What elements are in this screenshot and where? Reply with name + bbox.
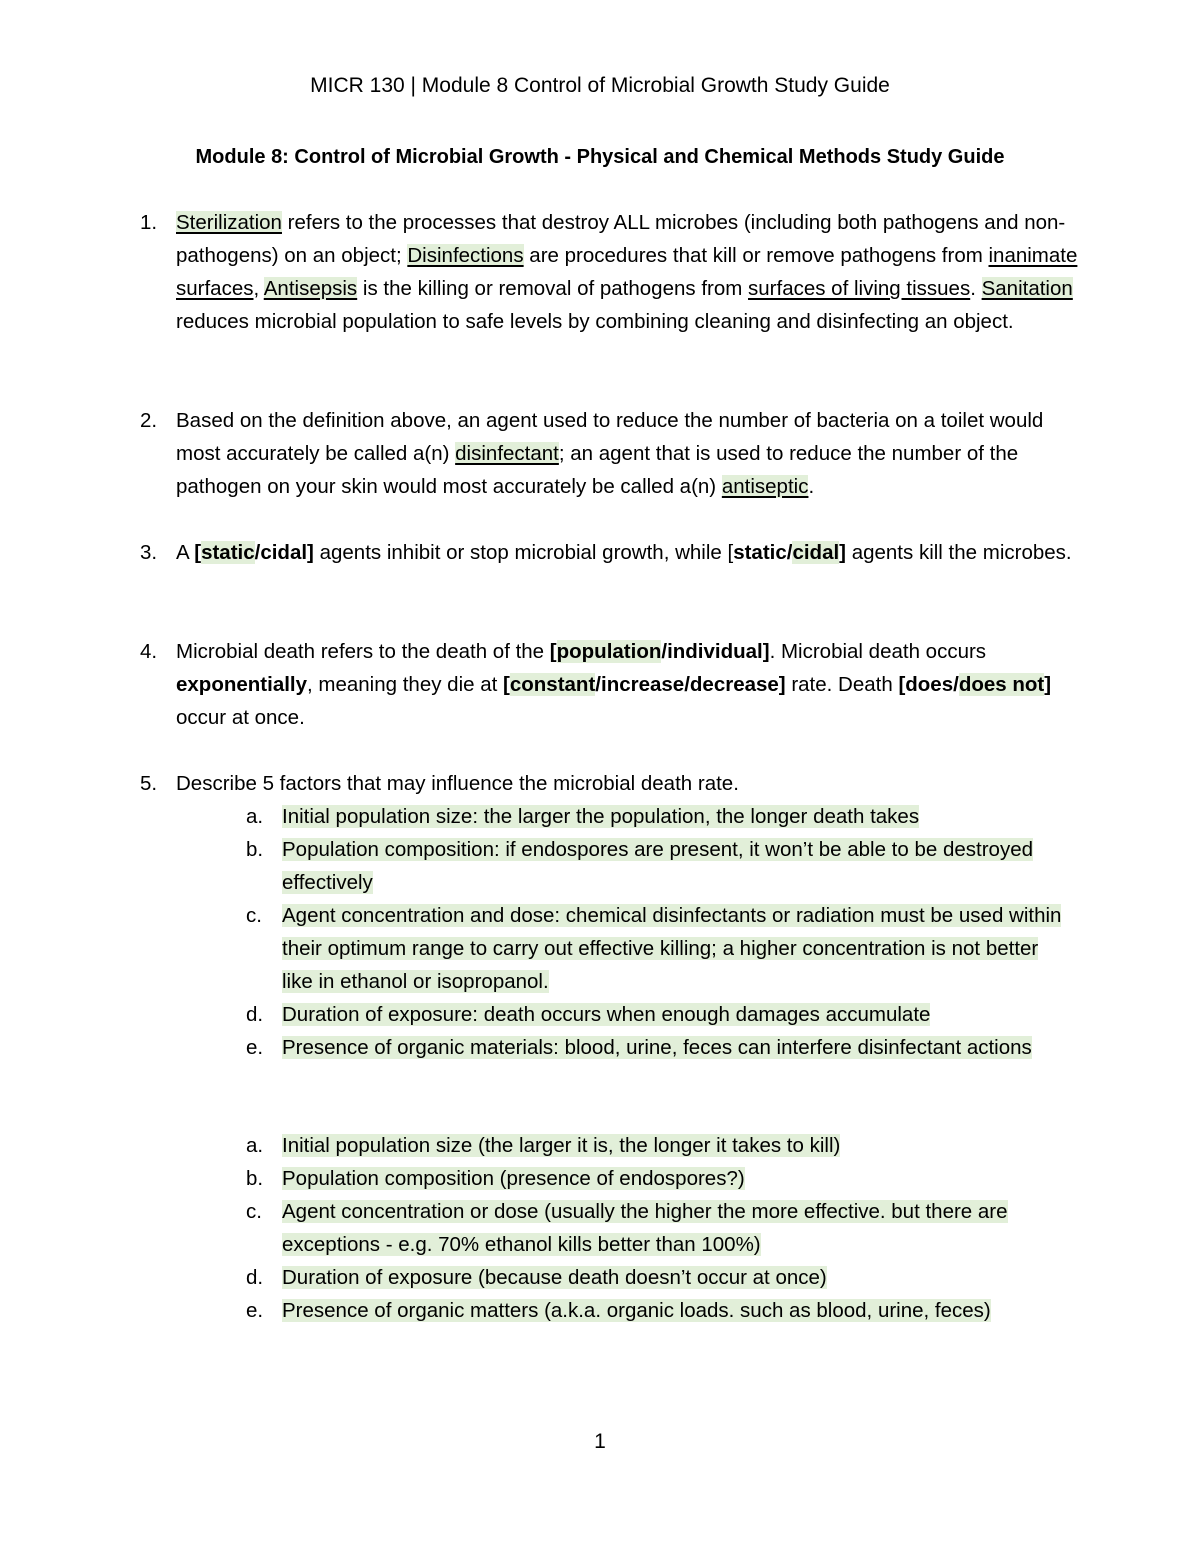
question-2 xyxy=(140,404,1080,503)
answer-term: Antisepsis xyxy=(263,277,358,300)
list-item-text: Presence of organic matters (a.k.a. organic loads. such as blood, urine, feces) xyxy=(282,1299,991,1322)
list-item-text: Duration of exposure (because death doesn’t occur at once) xyxy=(282,1266,827,1289)
question-text xyxy=(176,206,1080,338)
list-item xyxy=(246,1195,1066,1261)
answer-term: disinfectant xyxy=(455,442,559,465)
text-span: , meaning they die at xyxy=(307,673,504,696)
question-number: 5. xyxy=(140,772,158,795)
question-3 xyxy=(140,536,1080,569)
list-item-text: Presence of organic materials: blood, urine, feces can interfere disinfectant actions xyxy=(282,1036,1032,1059)
text-span: reduces microbial population to safe levels by combining cleaning and disinfecting an object. xyxy=(176,310,1014,333)
text-span: . xyxy=(970,277,982,300)
text-span: . Microbial death occurs xyxy=(769,640,987,663)
text-span: agents kill the microbes. xyxy=(846,541,1072,564)
question-text: Describe 5 factors that may influence the microbial death rate. xyxy=(176,772,739,795)
list-letter: a. xyxy=(246,1134,264,1157)
list-letter: b. xyxy=(246,838,264,861)
question-number: 2. xyxy=(140,409,158,432)
page-header: MICR 130 | Module 8 Control of Microbial Growth Study Guide xyxy=(310,74,890,97)
answer-choice: cidal xyxy=(792,541,840,564)
list-item xyxy=(246,1031,1066,1064)
bracket: [ xyxy=(503,673,510,696)
question-number: 3. xyxy=(140,541,158,564)
list-item xyxy=(246,998,1066,1031)
list-item-text: Initial population size: the larger the population, the longer death takes xyxy=(282,805,920,828)
answer-term: Sterilization xyxy=(176,211,282,234)
answer-term: Sanitation xyxy=(981,277,1073,300)
text-span: ; an agent that is used to reduce the number of the pathogen on your skin would most accurately be called a(n) xyxy=(176,442,1019,498)
text-span: are procedures that kill or remove pathogens from xyxy=(523,244,989,267)
list-item xyxy=(246,1261,1066,1294)
text-span: is the killing or removal of pathogens from xyxy=(357,277,749,300)
list-letter: b. xyxy=(246,1167,264,1190)
answer-choice: constant xyxy=(509,673,596,696)
list-letter: c. xyxy=(246,904,262,927)
bold-term: exponentially xyxy=(176,673,308,696)
answer-term: antiseptic xyxy=(721,475,809,498)
list-item-text: Agent concentration or dose (usually the higher the more effective. but there are exceptions - e.g. 70% ethanol kills better than 100%) xyxy=(282,1200,1008,1256)
bracket: [ xyxy=(549,640,557,663)
question-text xyxy=(176,635,1080,734)
list-item xyxy=(246,1294,1066,1327)
bracket-choices: /individual] xyxy=(661,640,770,663)
question-number: 1. xyxy=(140,211,158,234)
text-span: agents inhibit or stop microbial growth, while [ xyxy=(313,541,734,564)
list-item xyxy=(246,1129,1066,1162)
text-span: A xyxy=(176,541,195,564)
bracket-choices: static/ xyxy=(733,541,793,564)
list-item xyxy=(246,800,1066,833)
list-letter: d. xyxy=(246,1266,264,1289)
text-span: , xyxy=(253,277,264,300)
answer-choice: static xyxy=(201,541,255,564)
list-item-text: Agent concentration and dose: chemical disinfectants or radiation must be used within their optimum range to carry out effective killing; a higher concentration is not better like in ethanol or isopropanol. xyxy=(282,904,1062,993)
document-title: Module 8: Control of Microbial Growth - Physical and Chemical Methods Study Guide xyxy=(195,146,1005,168)
list-letter: d. xyxy=(246,1003,264,1026)
text-span: . xyxy=(808,475,815,498)
list-letter: e. xyxy=(246,1036,264,1059)
answer-term: Disinfections xyxy=(407,244,524,267)
question-text xyxy=(176,536,1080,569)
list-item xyxy=(246,833,1066,899)
answer-choice: population xyxy=(556,640,662,663)
text-span: occur at once. xyxy=(176,706,305,729)
question-text xyxy=(176,404,1080,503)
answer-choice: does not xyxy=(958,673,1045,696)
list-letter: a. xyxy=(246,805,264,828)
bracket-choices: [does/ xyxy=(898,673,959,696)
question-5 xyxy=(140,767,1080,800)
list-item-text: Population composition (presence of endospores?) xyxy=(282,1167,745,1190)
list-item-text: Population composition: if endospores are present, it won’t be able to be destroyed effectively xyxy=(282,838,1033,894)
text-span: Microbial death refers to the death of the xyxy=(176,640,550,663)
text-span: refers to the processes that destroy ALL microbes (including both pathogens and non-pathogens) on an object; xyxy=(176,211,1066,267)
list-item-text: Initial population size (the larger it is, the longer it takes to kill) xyxy=(282,1134,841,1157)
page-number: 1 xyxy=(594,1430,606,1453)
list-letter: e. xyxy=(246,1299,264,1322)
bracket-choices: /increase/decrease] xyxy=(595,673,786,696)
bracket: [ xyxy=(194,541,202,564)
question-1 xyxy=(140,206,1080,338)
bracket: ] xyxy=(839,541,846,564)
list-item xyxy=(246,1162,1066,1195)
list-item xyxy=(246,899,1066,998)
text-span: Based on the definition above, an agent used to reduce the number of bacteria on a toilet would most accurately be called a(n) xyxy=(176,409,1044,465)
question-number: 4. xyxy=(140,640,158,663)
list-letter: c. xyxy=(246,1200,262,1223)
bracket: ] xyxy=(1044,673,1052,696)
bracket-choices: /cidal] xyxy=(254,541,314,564)
text-span: rate. Death xyxy=(785,673,899,696)
underlined-term: surfaces of living tissues xyxy=(748,277,971,300)
underlined-term: inanimate surfaces xyxy=(176,244,1078,300)
question-4 xyxy=(140,635,1080,734)
list-item-text: Duration of exposure: death occurs when enough damages accumulate xyxy=(282,1003,931,1026)
